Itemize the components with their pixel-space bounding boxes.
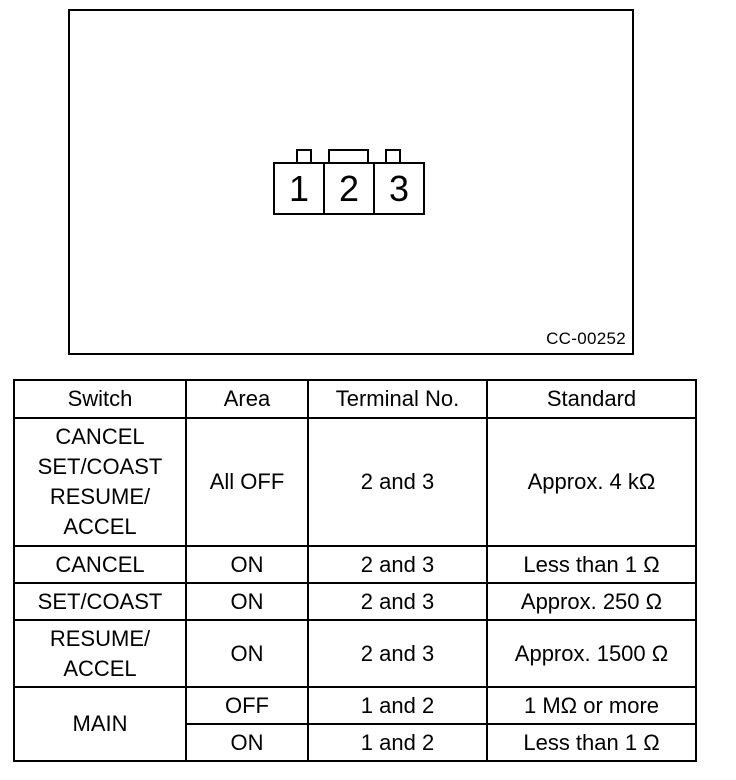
terminal-2: 2 (325, 164, 375, 213)
switch-cell (14, 620, 186, 687)
table-row (14, 418, 696, 546)
table-row (14, 687, 696, 724)
connector-diagram (273, 149, 425, 215)
switch-line: RESUME/ (49, 625, 151, 651)
switch-cell: SET/COAST (14, 583, 186, 620)
area-cell: All OFF (186, 418, 308, 546)
switch-cell: MAIN (14, 687, 186, 761)
area-cell: ON (186, 620, 308, 687)
switch-cell (14, 418, 186, 546)
header-switch: Switch (14, 380, 186, 418)
figure-code: CC-00252 (546, 329, 626, 348)
connector-figure (68, 9, 634, 355)
switch-resistance-table (13, 379, 697, 762)
standard-cell: Less than 1 Ω (487, 546, 696, 583)
terminal-cell: 1 and 2 (308, 687, 487, 724)
terminal-cell: 2 and 3 (308, 583, 487, 620)
switch-line: SET/COAST (37, 454, 163, 479)
connector-body (273, 162, 425, 215)
table-row (14, 546, 696, 583)
header-terminal: Terminal No. (308, 380, 487, 418)
area-cell: ON (186, 583, 308, 620)
standard-cell: Less than 1 Ω (487, 724, 696, 761)
table-header-row (14, 380, 696, 418)
switch-cell: CANCEL (14, 546, 186, 583)
standard-cell: Approx. 1500 Ω (487, 620, 696, 687)
header-area: Area (186, 380, 308, 418)
switch-line: ACCEL (63, 514, 137, 539)
area-cell: OFF (186, 687, 308, 724)
terminal-cell: 1 and 2 (308, 724, 487, 761)
terminal-1: 1 (275, 164, 325, 213)
standard-cell: 1 MΩ or more (487, 687, 696, 724)
terminal-cell: 2 and 3 (308, 418, 487, 546)
table-row (14, 583, 696, 620)
standard-cell: Approx. 250 Ω (487, 583, 696, 620)
terminal-cell: 2 and 3 (308, 546, 487, 583)
switch-line: CANCEL (55, 424, 145, 449)
table-row (14, 620, 696, 687)
terminal-cell: 2 and 3 (308, 620, 487, 687)
switch-line: RESUME/ (49, 484, 151, 509)
area-cell: ON (186, 546, 308, 583)
area-cell: ON (186, 724, 308, 761)
header-standard: Standard (487, 380, 696, 418)
terminal-3: 3 (388, 167, 410, 209)
standard-cell: Approx. 4 kΩ (487, 418, 696, 546)
switch-line: ACCEL (63, 655, 137, 681)
